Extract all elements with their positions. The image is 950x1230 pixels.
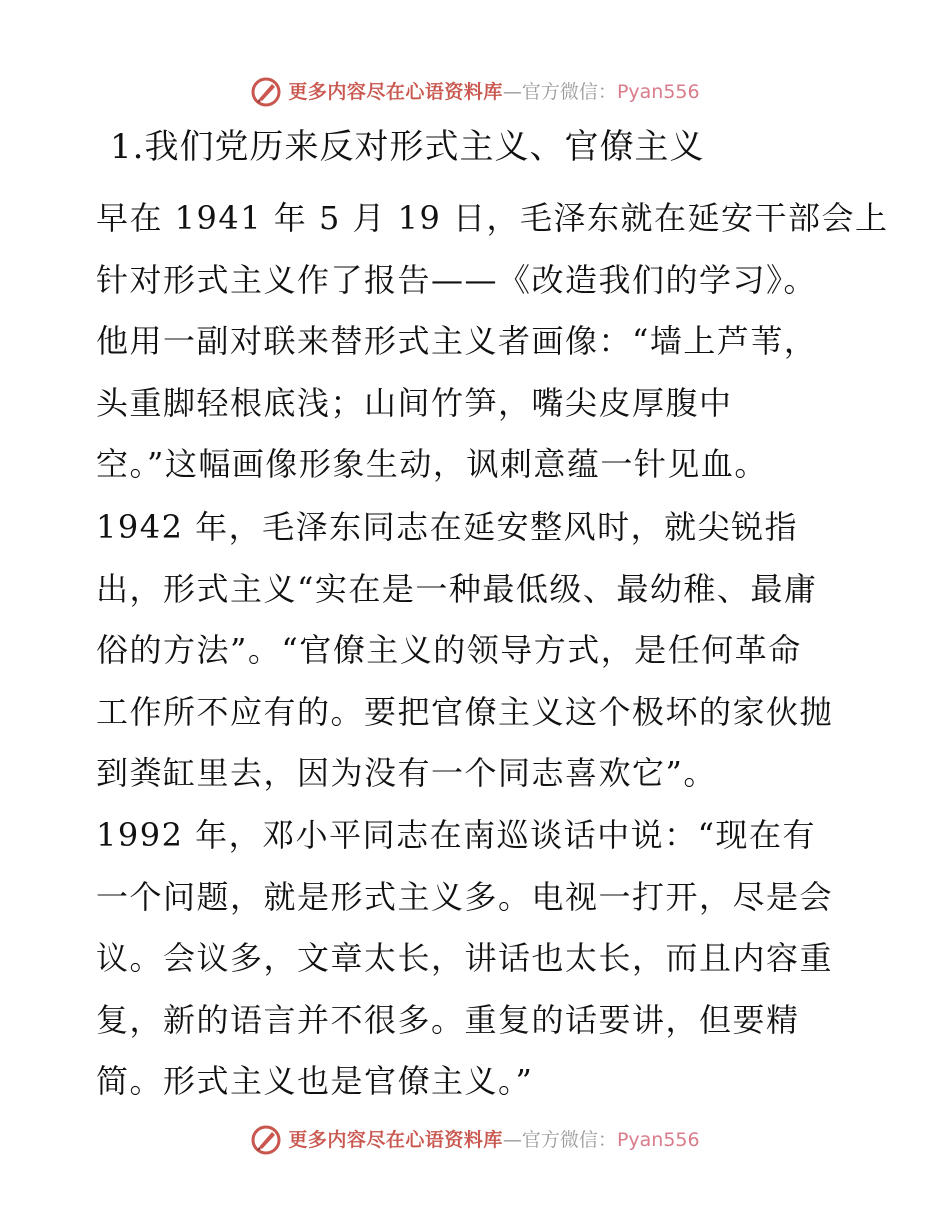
- text-line: 俗的方法”。“官僚主义的领导方式，是任何革命: [96, 631, 802, 669]
- watermark-separator: —: [502, 81, 522, 103]
- text-line: 简。形式主义也是官僚主义。”: [96, 1062, 534, 1100]
- footer-watermark: [0, 1120, 950, 1160]
- text-line: 一个问题，就是形式主义多。电视一打开，尽是会: [96, 877, 834, 916]
- text-line: 复，新的语言并不很多。重复的话要讲，但要精: [96, 1000, 800, 1039]
- text-line: 议。会议多，文章太长，讲话也太长，而且内容重: [96, 939, 834, 977]
- text-line: 早在 1941 年 5 月 19 日，毛泽东就在延安干部会上: [96, 199, 889, 237]
- watermark-brand: 更多内容尽在心语资料库: [288, 1129, 503, 1151]
- watermark-account: Pyan556: [616, 1129, 700, 1151]
- text-line: 1992 年，邓小平同志在南巡谈话中说：“现在有: [96, 816, 816, 854]
- paragraph-1942: [96, 497, 856, 805]
- text-line: 到粪缸里去，因为没有一个同志喜欢它”。: [96, 754, 717, 792]
- section-heading: 1.我们党历来反对形式主义、官僚主义: [110, 127, 705, 167]
- watermark-brand: 更多内容尽在心语资料库: [288, 81, 503, 103]
- watermark-account: Pyan556: [616, 81, 700, 103]
- text-line: 他用一副对联来替形式主义者画像：“墙上芦苇，: [96, 322, 818, 360]
- text-line: 空。”这幅画像形象生动，讽刺意蕴一针见血。: [96, 445, 768, 483]
- text-line: 1942 年，毛泽东同志在延安整风时，就尖锐指: [96, 508, 799, 546]
- quill-logo-icon: [250, 1124, 282, 1156]
- watermark-label: 官方微信：: [521, 81, 617, 103]
- paragraph-1941: [96, 188, 889, 496]
- watermark-separator: —: [502, 1129, 522, 1151]
- text-line: 针对形式主义作了报告——《改造我们的学习》。: [96, 260, 818, 299]
- header-watermark: [0, 72, 950, 112]
- quill-logo-icon: [250, 76, 282, 108]
- paragraph-1992: [96, 805, 856, 1113]
- text-line: 工作所不应有的。要把官僚主义这个极坏的家伙抛: [96, 692, 834, 731]
- watermark-label: 官方微信：: [521, 1129, 617, 1151]
- text-line: 出，形式主义“实在是一种最低级、最幼稚、最庸: [96, 569, 818, 608]
- text-line: 头重脚轻根底浅；山间竹笋，嘴尖皮厚腹中: [96, 383, 733, 422]
